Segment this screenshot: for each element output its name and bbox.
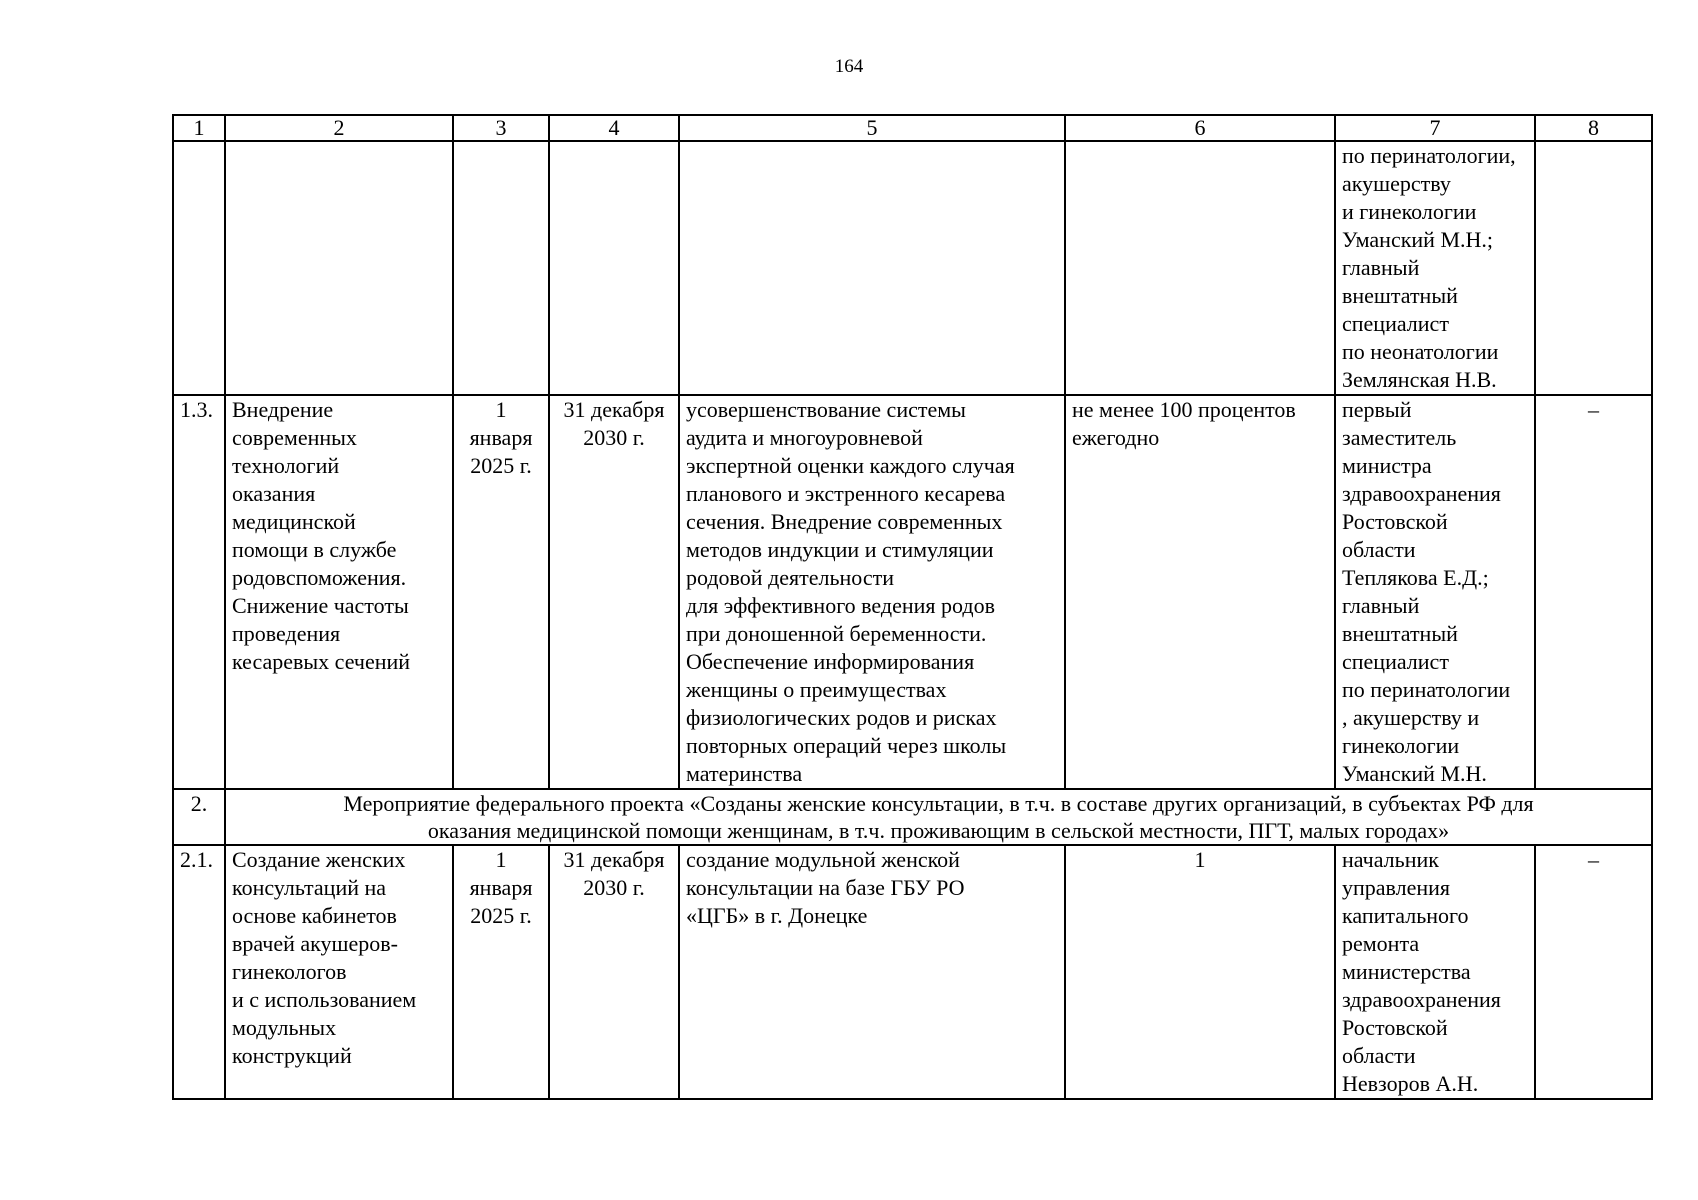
column-header-8: 8 bbox=[1535, 115, 1652, 141]
cell-responsible: начальник управления капитального ремонта министерства здравоохранения Ростовской области Невзоров А.Н. bbox=[1335, 845, 1535, 1099]
table-row-1-3 bbox=[173, 395, 1652, 789]
cell-empty bbox=[173, 141, 225, 395]
plan-table bbox=[172, 114, 1653, 1100]
cell-row-number: 2.1. bbox=[173, 845, 225, 1099]
cell-row-number: 1.3. bbox=[173, 395, 225, 789]
cell-start-date: 1 января 2025 г. bbox=[453, 395, 549, 789]
table-section-row-2 bbox=[173, 789, 1652, 845]
cell-end-date: 31 декабря 2030 г. bbox=[549, 845, 679, 1099]
cell-empty bbox=[225, 141, 453, 395]
cell-indicator: не менее 100 процентов ежегодно bbox=[1065, 395, 1335, 789]
column-header-7: 7 bbox=[1335, 115, 1535, 141]
cell-section-title: Мероприятие федерального проекта «Созданы женские консультации, в т.ч. в составе других организаций, в субъектах РФ для оказания медицинской помощи женщинам, в т.ч. проживающим в сельской местности, ПГТ, малых городах» bbox=[225, 789, 1652, 845]
table-row-2-1 bbox=[173, 845, 1652, 1099]
cell-section-number: 2. bbox=[173, 789, 225, 845]
table-row-continued bbox=[173, 141, 1652, 395]
column-header-3: 3 bbox=[453, 115, 549, 141]
column-header-4: 4 bbox=[549, 115, 679, 141]
cell-responsible: по перинатологии, акушерству и гинекологии Уманский М.Н.; главный внештатный специалист по неонатологии Землянская Н.В. bbox=[1335, 141, 1535, 395]
cell-empty bbox=[679, 141, 1065, 395]
page-number: 164 bbox=[834, 56, 864, 77]
cell-empty bbox=[549, 141, 679, 395]
cell-empty bbox=[453, 141, 549, 395]
column-header-5: 5 bbox=[679, 115, 1065, 141]
cell-indicator: 1 bbox=[1065, 845, 1335, 1099]
cell-activity-name: Внедрение современных технологий оказания медицинской помощи в службе родовспоможения. Снижение частоты проведения кесаревых сечений bbox=[225, 395, 453, 789]
cell-start-date: 1 января 2025 г. bbox=[453, 845, 549, 1099]
cell-result: усовершенствование системы аудита и многоуровневой экспертной оценки каждого случая планового и экстренного кесарева сечения. Внедрение современных методов индукции и стимуляции родовой деятельности для эффективного ведения родов при доношенной беременности. Обеспечение информирования женщины о преимуществах физиологических родов и рисках повторных операций через школы материнства bbox=[679, 395, 1065, 789]
cell-result: создание модульной женской консультации на базе ГБУ РО «ЦГБ» в г. Донецке bbox=[679, 845, 1065, 1099]
column-header-1: 1 bbox=[173, 115, 225, 141]
cell-note: – bbox=[1535, 845, 1652, 1099]
table-header-row bbox=[173, 115, 1652, 141]
cell-empty bbox=[1535, 141, 1652, 395]
cell-empty bbox=[1065, 141, 1335, 395]
column-header-6: 6 bbox=[1065, 115, 1335, 141]
cell-end-date: 31 декабря 2030 г. bbox=[549, 395, 679, 789]
cell-responsible: первый заместитель министра здравоохранения Ростовской области Теплякова Е.Д.; главный внештатный специалист по перинатологии , акушерству и гинекологии Уманский М.Н. bbox=[1335, 395, 1535, 789]
column-header-2: 2 bbox=[225, 115, 453, 141]
cell-note: – bbox=[1535, 395, 1652, 789]
cell-activity-name: Создание женских консультаций на основе кабинетов врачей акушеров- гинекологов и с использованием модульных конструкций bbox=[225, 845, 453, 1099]
